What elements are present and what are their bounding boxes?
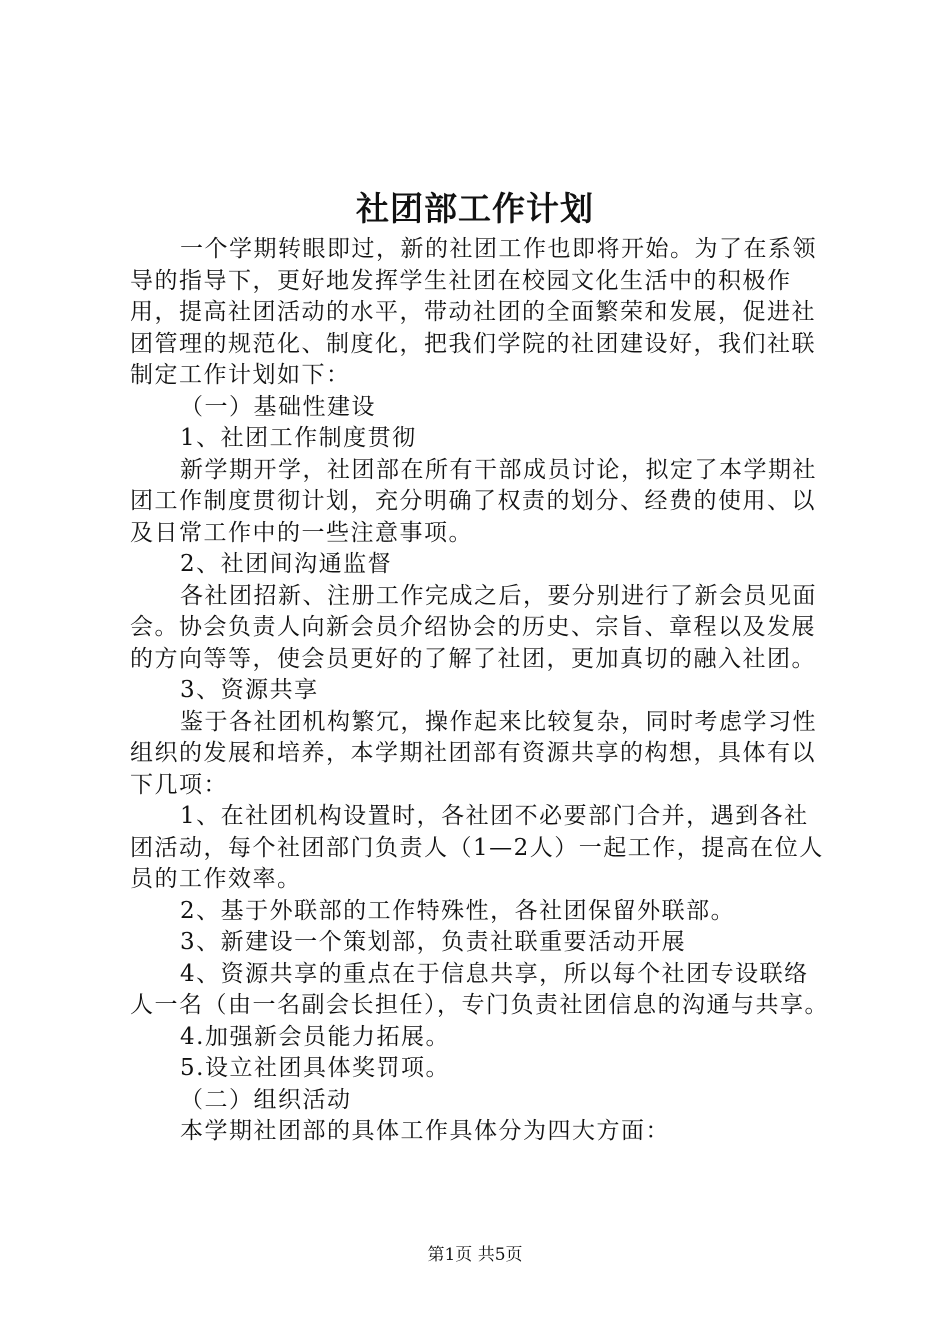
intro-paragraph: 一个学期转眼即过，新的社团工作也即将开始。为了在系领导的指导下，更好地发挥学生社团在校园文化生活中的积极作用，提高社团活动的水平，带动社团的全面繁荣和发展，促进社团管理的规范化、制度化，把我们学院的社团建设好，我们社联制定工作计划如下：	[130, 236, 817, 388]
subheading-communication-supervision: 2、社团间沟通监督	[180, 551, 393, 577]
document-body	[130, 234, 830, 1148]
subheading-resource-sharing: 3、资源共享	[180, 677, 319, 703]
list-item-merge-departments: 1、在社团机构设置时，各社团不必要部门合并，遇到各社团活动，每个社团部门负责人（1—2人）一起工作，提高在位人员的工作效率。	[130, 803, 824, 892]
subheading-system-implementation: 1、社团工作制度贯彻	[180, 425, 417, 451]
paragraph-activities-intro: 本学期社团部的具体工作具体分为四大方面：	[180, 1118, 670, 1144]
list-item-planning-department: 3、新建设一个策划部，负责社联重要活动开展	[180, 929, 687, 955]
paragraph-system-implementation: 新学期开学，社团部在所有干部成员讨论，拟定了本学期社团工作制度贯彻计划，充分明确了权责的划分、经费的使用、以及日常工作中的一些注意事项。	[130, 456, 817, 546]
list-item-rewards-penalties: 5.设立社团具体奖罚项。	[180, 1055, 450, 1081]
document-title: 社团部工作计划	[356, 189, 594, 228]
list-item-keep-liaison: 2、基于外联部的工作特殊性，各社团保留外联部。	[180, 897, 736, 924]
section-heading-activities: （二）组织活动	[180, 1086, 352, 1113]
section-heading-basic-construction: （一）基础性建设	[180, 393, 376, 420]
list-item-information-sharing: 4、资源共享的重点在于信息共享，所以每个社团专设联络人一名（由一名副会长担任），专门负责社团信息的沟通与共享。	[130, 960, 829, 1018]
paragraph-communication-supervision: 各社团招新、注册工作完成之后，要分别进行了新会员见面会。协会负责人向新会员介绍协会的历史、宗旨、章程以及发展的方向等等，使会员更好的了解了社团，更加真切的融入社团。	[130, 582, 817, 672]
paragraph-resource-sharing: 鉴于各社团机构繁冗，操作起来比较复杂，同时考虑学习性组织的发展和培养，本学期社团部有资源共享的构想，具体有以下几项：	[130, 708, 817, 798]
page-number-footer: 第1页 共5页	[427, 1245, 523, 1265]
list-item-member-development: 4.加强新会员能力拓展。	[180, 1023, 450, 1050]
